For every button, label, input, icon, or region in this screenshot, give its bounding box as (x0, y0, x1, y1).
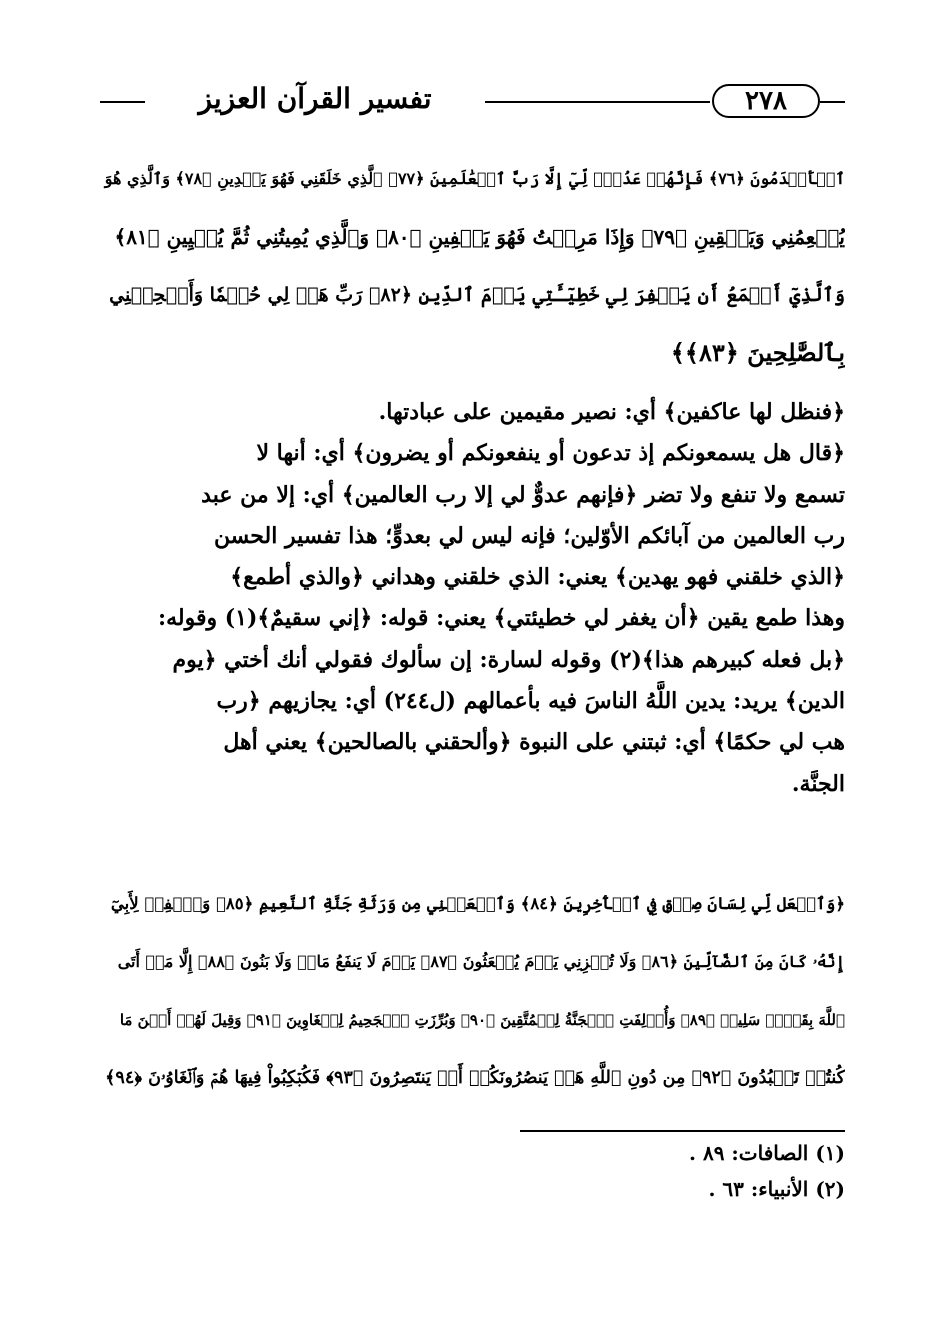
running-title: تفسير القرآن العزيز (198, 82, 432, 115)
page-header (100, 80, 845, 130)
verse-line: وَٱلَّذِيٓ أَطۡمَعُ أَن يَغۡفِرَ لِي خَطِيٓـَٔتِي يَوۡمَ ٱلدِّينِ ﴿٨٢﴾ رَبِّ هَبۡ لِي حُكۡمٗا وَأَلۡحِقۡنِي (109, 284, 845, 306)
commentary-line: وهذا طمع يقين ﴿أن يغفر لي خطيئتي﴾ يعني: قوله: ﴿إني سقيمٌ﴾(١) وقوله: (157, 605, 845, 632)
verse-line: يُطۡعِمُنِي وَيَسۡقِينِ ﴿٧٩﴾ وَإِذَا مَرِضۡتُ فَهُوَ يَشۡفِينِ ﴿٨٠﴾ وَٱلَّذِي يُمِيتُنِي ثُمَّ يُحۡيِينِ ﴿٨١﴾ (114, 225, 845, 249)
commentary-line: تسمع ولا تنفع ولا تضر ﴿فإنهم عدوٌّ لي إلا رب العالمين﴾ أي: إلا من عبد (201, 481, 845, 508)
quran-verses-bottom (100, 875, 845, 1107)
footnote: (٢) الأنبياء: ٦٣ . (708, 1177, 845, 1201)
header-rule-left (100, 101, 145, 103)
verse-line: إِنَّهُۥ كَانَ مِنَ ٱلضَّآلِّينَ ﴿٨٦﴾ وَلَا تُخۡزِنِي يَوۡمَ يُبۡعَثُونَ ﴿٨٧﴾ يَوۡمَ لَا يَنفَعُ مَالٞ وَلَا بَنُونَ ﴿٨٨﴾ إِلَّا مَنۡ أَتَى (117, 952, 845, 971)
commentary-line: ﴿الذي خلقني فهو يهدين﴾ يعني: الذي خلقني وهداني ﴿والذي أطمع﴾ (230, 564, 845, 591)
verse-line: ٱللَّهَ بِقَلۡبٖ سَلِيمٖ ﴿٨٩﴾ وَأُزۡلِفَتِ ٱلۡجَنَّةُ لِلۡمُتَّقِينَ ﴿٩٠﴾ وَبُرِّزَتِ ٱلۡجَحِيمُ لِلۡغَاوِينَ ﴿٩١﴾ وَقِيلَ لَهُمۡ أَيۡنَ مَا (119, 1011, 845, 1029)
verse-line: بِٱلصَّٰلِحِينَ ﴿٨٣﴾﴾ (670, 338, 845, 367)
page-number: ٢٧٨ (712, 84, 820, 118)
commentary-line: الجنَّة. (791, 770, 845, 797)
commentary-line: هب لي حكمًا﴾ أي: ثبتني على النبوة ﴿وألحقني بالصالحين﴾ يعني أهل (223, 729, 845, 756)
verse-line: ٱلۡأَقۡدَمُونَ ﴿٧٦﴾ فَإِنَّهُمۡ عَدُوّٞ لِّيٓ إِلَّا رَبَّ ٱلۡعَٰلَمِينَ ﴿٧٧﴾ ٱلَّذِي خَلَقَنِي فَهُوَ يَهۡدِينِ ﴿٧٨﴾ وَٱلَّذِي هُوَ (104, 169, 845, 188)
commentary-line: رب العالمين من آبائكم الأوّلين؛ فإنه ليس لي بعدوٍّ؛ هذا تفسير الحسن (213, 522, 845, 549)
commentary-line: ﴿قال هل يسمعونكم إذ تدعون أو ينفعونكم أو يضرون﴾ أي: أنها لا (256, 440, 845, 467)
quran-verses-top (100, 150, 845, 382)
header-rule-right (820, 101, 845, 103)
commentary-line: ﴿بل فعله كبيرهم هذا﴾(٢) وقوله لسارة: إن سألوك فقولي أنك أختي ﴿يوم (172, 646, 845, 673)
verse-line: ﴿وَٱجۡعَل لِّي لِسَانَ صِدۡقٖ فِي ٱلۡأٓخِرِينَ ﴿٨٤﴾ وَٱجۡعَلۡنِي مِن وَرَثَةِ جَنَّةِ ٱلنَّعِيمِ ﴿٨٥﴾ وَٱغۡفِرۡ لِأَبِيٓ (110, 894, 845, 913)
commentary-line: الدين﴾ يريد: يدين اللَّهُ الناسَ فيه بأعمالهم (ل٢٤٤) أي: يجازيهم ﴿رب (216, 688, 845, 715)
verse-line: كُنتُمۡ تَعۡبُدُونَ ﴿٩٢﴾ مِن دُونِ ٱللَّهِ هَلۡ يَنصُرُونَكُمۡ أَوۡ يَنتَصِرُونَ ﴿٩٣﴾ فَكُبۡكِبُواْ فِيهَا هُمۡ وَٱلۡغَاوُۥنَ ﴿٩٤﴾ (105, 1068, 845, 1088)
header-rule-middle (485, 101, 710, 103)
commentary-line: ﴿فنظل لها عاكفين﴾ أي: نصير مقيمين على عبادتها. (378, 399, 845, 425)
footnote-separator (520, 1130, 845, 1132)
tafsir-commentary (100, 392, 845, 805)
footnote: (١) الصافات: ٨٩ . (689, 1141, 845, 1165)
footnotes (520, 1135, 845, 1207)
